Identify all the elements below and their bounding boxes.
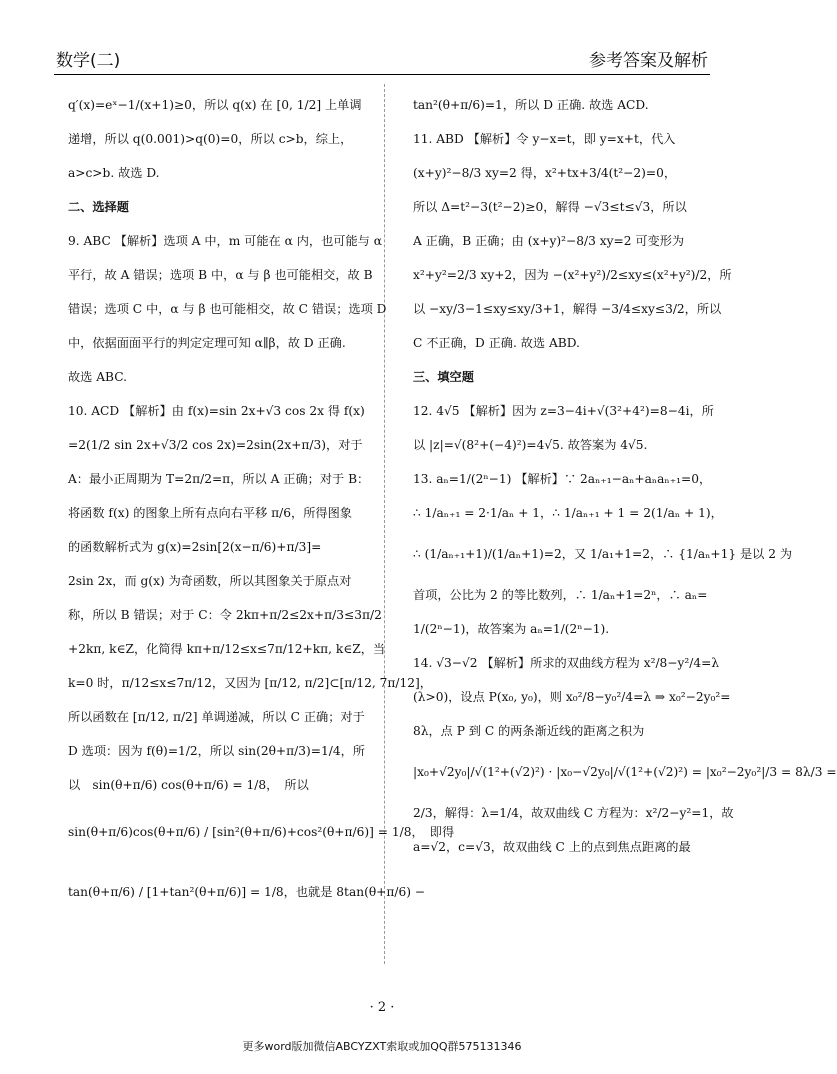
section-heading: 三、填空题 [413,369,474,384]
text-line: C 不正确，D 正确. 故选 ABD. [413,335,580,350]
text-line: 称，所以 B 错误；对于 C：令 2kπ+π/2≤2x+π/3≤3π/2 [68,607,382,622]
text-line: 2/3，解得：λ=1/4，故双曲线 C 方程为：x²/2−y²=1，故 [413,805,734,820]
text-line: 13. aₙ=1/(2ⁿ−1) 【解析】∵ 2aₙ₊₁−aₙ+aₙaₙ₊₁=0， [413,471,712,486]
text-line: (λ>0)，设点 P(x₀, y₀)，则 x₀²/8−y₀²/4=λ ⇒ x₀²−2y₀²= [413,689,731,704]
text-line: x²+y²=2/3 xy+2，因为 −(x²+y²)/2≤xy≤(x²+y²)/2，所 [413,267,732,282]
header-subject: 数学(二) [56,51,121,71]
text-line: 以 |z|=√(8²+(−4)²)=4√5. 故答案为 4√5. [413,437,648,452]
text-line: a>c>b. 故选 D. [68,165,160,180]
formula-line: sin(θ+π/6)cos(θ+π/6) / [sin²(θ+π/6)+cos²(θ+π/6)] = 1/8， 即得 [68,824,455,839]
text-line: A 正确，B 正确；由 (x+y)²−8/3 xy=2 可变形为 [413,233,685,248]
formula-line: tan(θ+π/6) / [1+tan²(θ+π/6)] = 1/8，也就是 8tan(θ+π/6) − [68,884,426,899]
text-line: 错误；选项 C 中，α 与 β 也可能相交，故 C 错误；选项 D [68,301,387,316]
page-number: · 2 · [369,1000,395,1015]
text-line: 故选 ABC. [68,369,127,384]
text-line: 中，依据面面平行的判定定理可知 α∥β，故 D 正确. [68,335,346,350]
text-line: =2(1/2 sin 2x+√3/2 cos 2x)=2sin(2x+π/3)，对于 [68,437,363,452]
text-line: 平行，故 A 错误；选项 B 中，α 与 β 也可能相交，故 B [68,267,373,282]
page-header [54,40,710,74]
text-line: 所以 Δ=t²−3(t²−2)≥0，解得 −√3≤t≤√3，所以 [413,199,687,214]
text-line: +2kπ, k∈Z，化简得 kπ+π/12≤x≤7π/12+kπ, k∈Z，当 [68,641,386,656]
text-line: 以 −xy/3−1≤xy≤xy/3+1，解得 −3/4≤xy≤3/2，所以 [413,301,722,316]
text-line: 12. 4√5 【解析】因为 z=3−4i+√(3²+4²)=8−4i，所 [413,403,714,418]
formula-line: |x₀+√2y₀|/√(1²+(√2)²) · |x₀−√2y₀|/√(1²+(√2)²) = |x₀²−2y₀²|/3 = 8λ/3 = [413,764,837,779]
text-line: 以 sin(θ+π/6) cos(θ+π/6) = 1/8， 所以 [68,777,309,792]
text-line: tan²(θ+π/6)=1，所以 D 正确. 故选 ACD. [413,97,649,112]
text-line: 递增，所以 q(0.001)>q(0)=0，所以 c>b，综上， [68,131,353,146]
text-line: 9. ABC 【解析】选项 A 中，m 可能在 α 内，也可能与 α [68,233,382,248]
text-line: 11. ABD 【解析】令 y−x=t，即 y=x+t，代入 [413,131,676,146]
header-section-title: 参考答案及解析 [589,51,708,71]
footer-note: 更多word版加微信ABCYZXT索取或加QQ群575131346 [242,1040,522,1053]
text-line: 2sin 2x，而 g(x) 为奇函数，所以其图象关于原点对 [68,573,352,588]
text-line: (x+y)²−8/3 xy=2 得，x²+tx+3/4(t²−2)=0， [413,165,677,180]
section-heading: 二、选择题 [68,199,129,214]
text-line: 将函数 f(x) 的图象上所有点向右平移 π/6，所得图象 [68,505,352,520]
text-line: 1/(2ⁿ−1)，故答案为 aₙ=1/(2ⁿ−1). [413,621,610,636]
text-line: 14. √3−√2 【解析】所求的双曲线方程为 x²/8−y²/4=λ [413,655,720,670]
text-line: q′(x)=eˣ−1/(x+1)≥0，所以 q(x) 在 [0, 1/2] 上单调 [68,97,362,112]
text-line: 的函数解析式为 g(x)=2sin[2(x−π/6)+π/3]= [68,539,322,554]
text-line: a=√2，c=√3，故双曲线 C 上的点到焦点距离的最 [413,839,691,854]
text-line: k=0 时，π/12≤x≤7π/12，又因为 [π/12, π/2]⊂[π/12, 7π/12]， [68,675,432,690]
text-line: ∴ 1/aₙ₊₁ = 2·1/aₙ + 1，∴ 1/aₙ₊₁ + 1 = 2(1/aₙ + 1)， [413,505,723,520]
text-line: 首项，公比为 2 的等比数列，∴ 1/aₙ+1=2ⁿ，∴ aₙ= [413,587,708,602]
header-rule [54,74,710,75]
formula-line: ∴ (1/aₙ₊₁+1)/(1/aₙ+1)=2，又 1/a₁+1=2，∴ {1/aₙ+1} 是以 2 为 [413,546,793,561]
text-line: 所以函数在 [π/12, π/2] 单调递减，所以 C 正确；对于 [68,709,365,724]
text-line: 10. ACD 【解析】由 f(x)=sin 2x+√3 cos 2x 得 f(x) [68,403,365,418]
text-line: 8λ，点 P 到 C 的两条渐近线的距离之积为 [413,723,645,738]
text-line: D 选项：因为 f(θ)=1/2，所以 sin(2θ+π/3)=1/4，所 [68,743,365,758]
right-column [413,88,837,864]
text-line: A：最小正周期为 T=2π/2=π，所以 A 正确；对于 B： [68,471,370,486]
